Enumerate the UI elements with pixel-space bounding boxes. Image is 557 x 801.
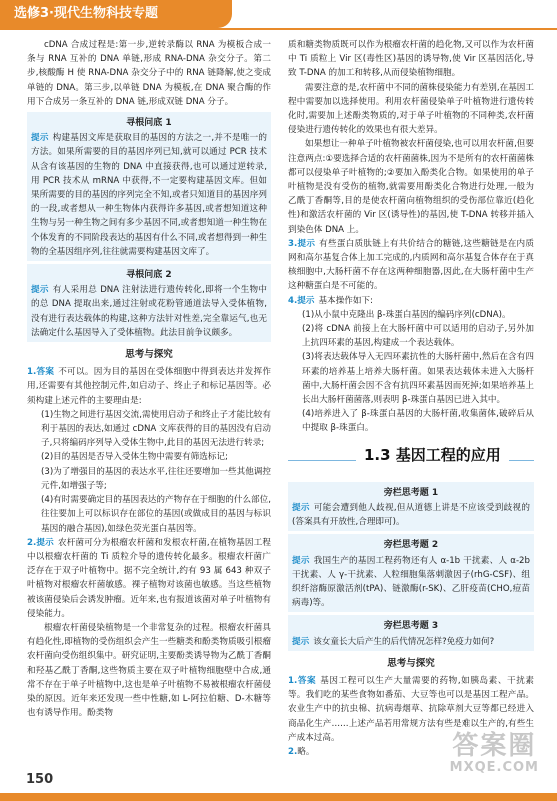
right-answer-1-label: 答案 [297, 675, 317, 686]
watermark-line2: MXQE.COM [449, 760, 539, 775]
answer-1-item: (3)为了增强目的基因的表达水平,往往还要增加一些其他调控元件,如增强子等; [41, 466, 271, 491]
q1-text: 构建基因文库是获取目的基因的方法之一,并不是唯一的方法。如果所需要的目的基因序列已知,就可以通过 PCR 技术从含有该基因的生物的 DNA 中直接获得,也可以通过逆转录,用 PCR 技术从 mRNA 中获得,不一定要构建基因文库。但如果所需要的目的基因的序列完全不知,或者只知道目的基因序列的一段,或者想从一种生物体内获得许多基因,或者想知道这种生物与另一种生物之间有多少基因不同,或者想知道一种生物在个体发育的不同阶段表达的基因有什么不同,或者想得到一种生物的全基因组序列,往往就需要构建基因文库了。 [31, 133, 267, 257]
answer-1 [27, 365, 271, 408]
q1-box [27, 112, 271, 261]
answer-1-label: 答案 [36, 367, 55, 378]
answer-2 [27, 536, 271, 621]
watermark-line1: 答案圈 [452, 731, 537, 761]
s2-box [288, 534, 534, 612]
intro-paragraph: cDNA 合成过程是:第一步,逆转录酶以 RNA 为模板合成一条与 RNA 互补的 DNA 单链,形成 RNA-DNA 杂交分子。第二步,核酸酶 H 使 RNA-DNA 杂交分子中的 RNA 链降解,使之变成单链的 DNA。第三步,以单链 DNA 为模板,在 DNA 聚合酶的作用下合成另一条互补的 DNA 链,形成双链 DNA 分子。 [27, 40, 271, 107]
answer-4-intro: 基本操作如下: [318, 295, 373, 306]
continued-paragraph-3: 如果想让一种单子叶植物被农杆菌侵染,也可以用农杆菌,但要注意两点:①要选择合适的农杆菌菌株,因为不是所有的农杆菌菌株都可以侵染单子叶植物的;②要加入酚类化合物。如果使用的单子叶植物是没有受伤的植物,就需要用酚类化合物进行处理,一般为乙酰丁香酮等,目的是使农杆菌向植物组织的受伤部位靠近(趋化性)和激活农杆菌的 Vir 区(诱导性)的基因,使 T-DNA 转移并插入到染色体 DNA 上。 [288, 139, 534, 235]
right-answer-1-number: 1. [288, 675, 298, 686]
section-heading-label: 1.3 基因工程的应用 [356, 448, 509, 462]
answer-1-item: (4)有时需要确定目的基因表达的产物存在于细胞的什么部位,往往要加上可以标识存在部位的基因(或做成目的基因与标识基因的融合基因),如绿色荧光蛋白基因等。 [41, 495, 271, 534]
answer-2-label: 提示 [36, 537, 54, 548]
right-answer-1-text: 基因工程可以生产大量需要的药物,如胰岛素、干扰素等。我们吃的某些食物如番茄、大豆等也可以是基因工程产品。农业生产中的抗虫棉、抗病毒烟草、抗除草剂大豆等都已经进入商品化生产……上述产品若用常规方法有些是难以生产的,有些生产成本过高。 [288, 675, 534, 743]
s2-text: 我国生产的基因工程药物还有人 α-1b 干扰素、人 α-2b 干扰素、人 γ-干扰素、人粒细胞集落刺激因子(rhG-CSF)、组织纤溶酶原激活剂(tPA)、链激酶(r-SK)、乙肝疫苗(CHO,痘苗病毒)等。 [292, 555, 530, 609]
answer-4-label: 提示 [297, 295, 315, 306]
right-answer-2-number: 2. [288, 746, 298, 757]
answer-4-number: 4. [288, 295, 298, 306]
answer-3 [288, 237, 534, 294]
watermark-logo [449, 731, 539, 779]
s1-tip-label: 提示 [292, 502, 310, 513]
answer-2-text-continued: 根瘤农杆菌侵染植物是一个非常复杂的过程。根瘤农杆菌具有趋化性,即植物的受伤组织会产生一些糖类和酚类物质吸引根瘤农杆菌向受伤组织集中。研究证明,主要酚类诱导物为乙酰丁香酮和羟基乙酰丁香酮,这些物质主要在双子叶植物细胞壁中合成,通常不存在于单子叶植物中,这也是单子叶植物不易被根瘤农杆菌侵染的原因。近年来还发现一些中性糖,如 L-阿拉伯糖、D-木糖等也有诱导作用。酚类物 [27, 622, 271, 719]
s3-text: 该女童长大后产生的后代情况怎样?免疫力如何? [313, 636, 495, 647]
answer-4-item: (2)将 cDNA 前接上在大肠杆菌中可以适用的启动子,另外加上抗四环素的基因,构建成一个表达载体。 [302, 324, 534, 349]
answer-2-text: 农杆菌可分为根瘤农杆菌和发根农杆菌,在植物基因工程中以根瘤农杆菌的 Ti 质粒介导的遗传转化最多。根瘤农杆菌广泛存在于双子叶植物中。据不完全统计,约有 93 属 643 种双子叶植物对根瘤农杆菌敏感。裸子植物对该菌也敏感。当这些植物被该菌侵染后会诱发肿瘤。近年来,也有报道该菌对单子叶植物有侵染能力。 [27, 537, 271, 619]
s1-text: 可能会遭到他人歧视,但从道德上讲是不应该受到歧视的(答案具有开放性,合理即可)。 [292, 502, 530, 528]
s3-title: 旁栏思考题 3 [383, 621, 439, 632]
header-divider [0, 28, 557, 30]
s2-tip-label: 提示 [292, 555, 310, 566]
header-title: 选修3·现代生物科技专题 [0, 0, 232, 28]
s3-box [288, 615, 534, 650]
page-number: 150 [26, 772, 54, 787]
answer-4-item: (1)从小鼠中克隆出 β-珠蛋白基因的编码序列(cDNA)。 [302, 309, 511, 320]
q2-box [27, 264, 271, 342]
answer-3-number: 3. [288, 238, 298, 249]
s2-paragraph [292, 554, 530, 611]
q2-paragraph [31, 283, 267, 340]
q2-text: 有人采用总 DNA 注射法进行遗传转化,即将一个生物中的总 DNA 提取出来,通过注射或花粉管通道法导入受体植物,没有进行表达载体的构建,这种方法针对性差,完全靠运气,也无法确定什么基因导入了受体植物。此法目前争议颇多。 [31, 285, 267, 338]
answer-4-item: (3)将表达载体导入无四环素抗性的大肠杆菌中,然后在含有四环素的培养基上培养大肠杆菌。如果表达载体未进入大肠杆菌中,大肠杆菌会因不含有抗四环素基因而死掉;如果培养基上长出大肠杆菌菌落,则表明 β-珠蛋白基因已进入其中。 [302, 352, 534, 406]
q2-title: 寻根问底 2 [126, 270, 172, 281]
q1-paragraph [31, 131, 267, 259]
continued-paragraph: 质和糖类物质既可以作为根瘤农杆菌的趋化物,又可以作为农杆菌中 Ti 质粒上 Vir 区(毒性区)基因的诱导物,使 Vir 区基因活化,导致 T-DNA 的加工和转移,从而侵染植物细胞。 [288, 40, 534, 79]
q2-tip-label: 提示 [31, 285, 49, 296]
answer-2-number: 2. [27, 537, 37, 548]
answer-4-item: (4)培养进入了 β-珠蛋白基因的大肠杆菌,收集菌体,破碎后从中提取 β-珠蛋白。 [302, 409, 534, 434]
left-column [27, 38, 271, 720]
answer-1-text: 不可以。因为目的基因在受体细胞中得到表达并发挥作用,还需要有其他控制元件,如启动子、终止子和标记基因等。必须构建上述元件的主要理由是: [27, 367, 271, 406]
right-column [288, 38, 534, 759]
q1-tip-label: 提示 [31, 133, 49, 144]
s1-paragraph [292, 501, 530, 529]
s1-box [288, 482, 534, 532]
section-heading [288, 446, 534, 474]
answer-4 [288, 294, 534, 308]
continued-paragraph-2: 需要注意的是,农杆菌中不同的菌株侵染能力有差别,在基因工程中需要加以选择使用。利用农杆菌侵染单子叶植物进行遗传转化时,需要加上述酚类物质的,对于单子叶植物的不同种类,农杆菌侵染进行遗传转化的效果也有很大差异。 [288, 82, 534, 136]
answer-1-item: (1)生物之间进行基因交流,需使用启动子和终止子才能比较有利于基因的表达,如通过 cDNA 文库获得的目的基因没有启动子,只将编码序列导入受体生物中,此目的基因无法进行转录; [41, 409, 271, 449]
answer-1-number: 1. [27, 367, 37, 378]
s2-title: 旁栏思考题 2 [383, 540, 439, 551]
s3-paragraph [292, 635, 530, 649]
answer-3-label: 提示 [297, 238, 316, 249]
answer-3-text: 有些蛋白质肽链上有共价结合的糖链,这些糖链是在内质网和高尔基复合体上加工完成的,内质网和高尔基复合体存在于真核细胞中,大肠杆菌不存在这两种细胞器,因此,在大肠杆菌中生产这种糖蛋白是不可能的。 [288, 238, 534, 292]
s3-tip-label: 提示 [292, 636, 310, 647]
footer-bar [0, 793, 557, 801]
answer-1-item: (2)目的基因是否导入受体生物中需要有筛选标记; [41, 452, 228, 463]
think-title-right: 思考与探究 [387, 657, 435, 669]
q1-title: 寻根问底 1 [126, 118, 172, 129]
s1-title: 旁栏思考题 1 [383, 487, 439, 498]
right-answer-2-text: 略。 [297, 746, 315, 757]
page-header [0, 0, 557, 30]
think-title-left: 思考与探究 [125, 349, 173, 361]
